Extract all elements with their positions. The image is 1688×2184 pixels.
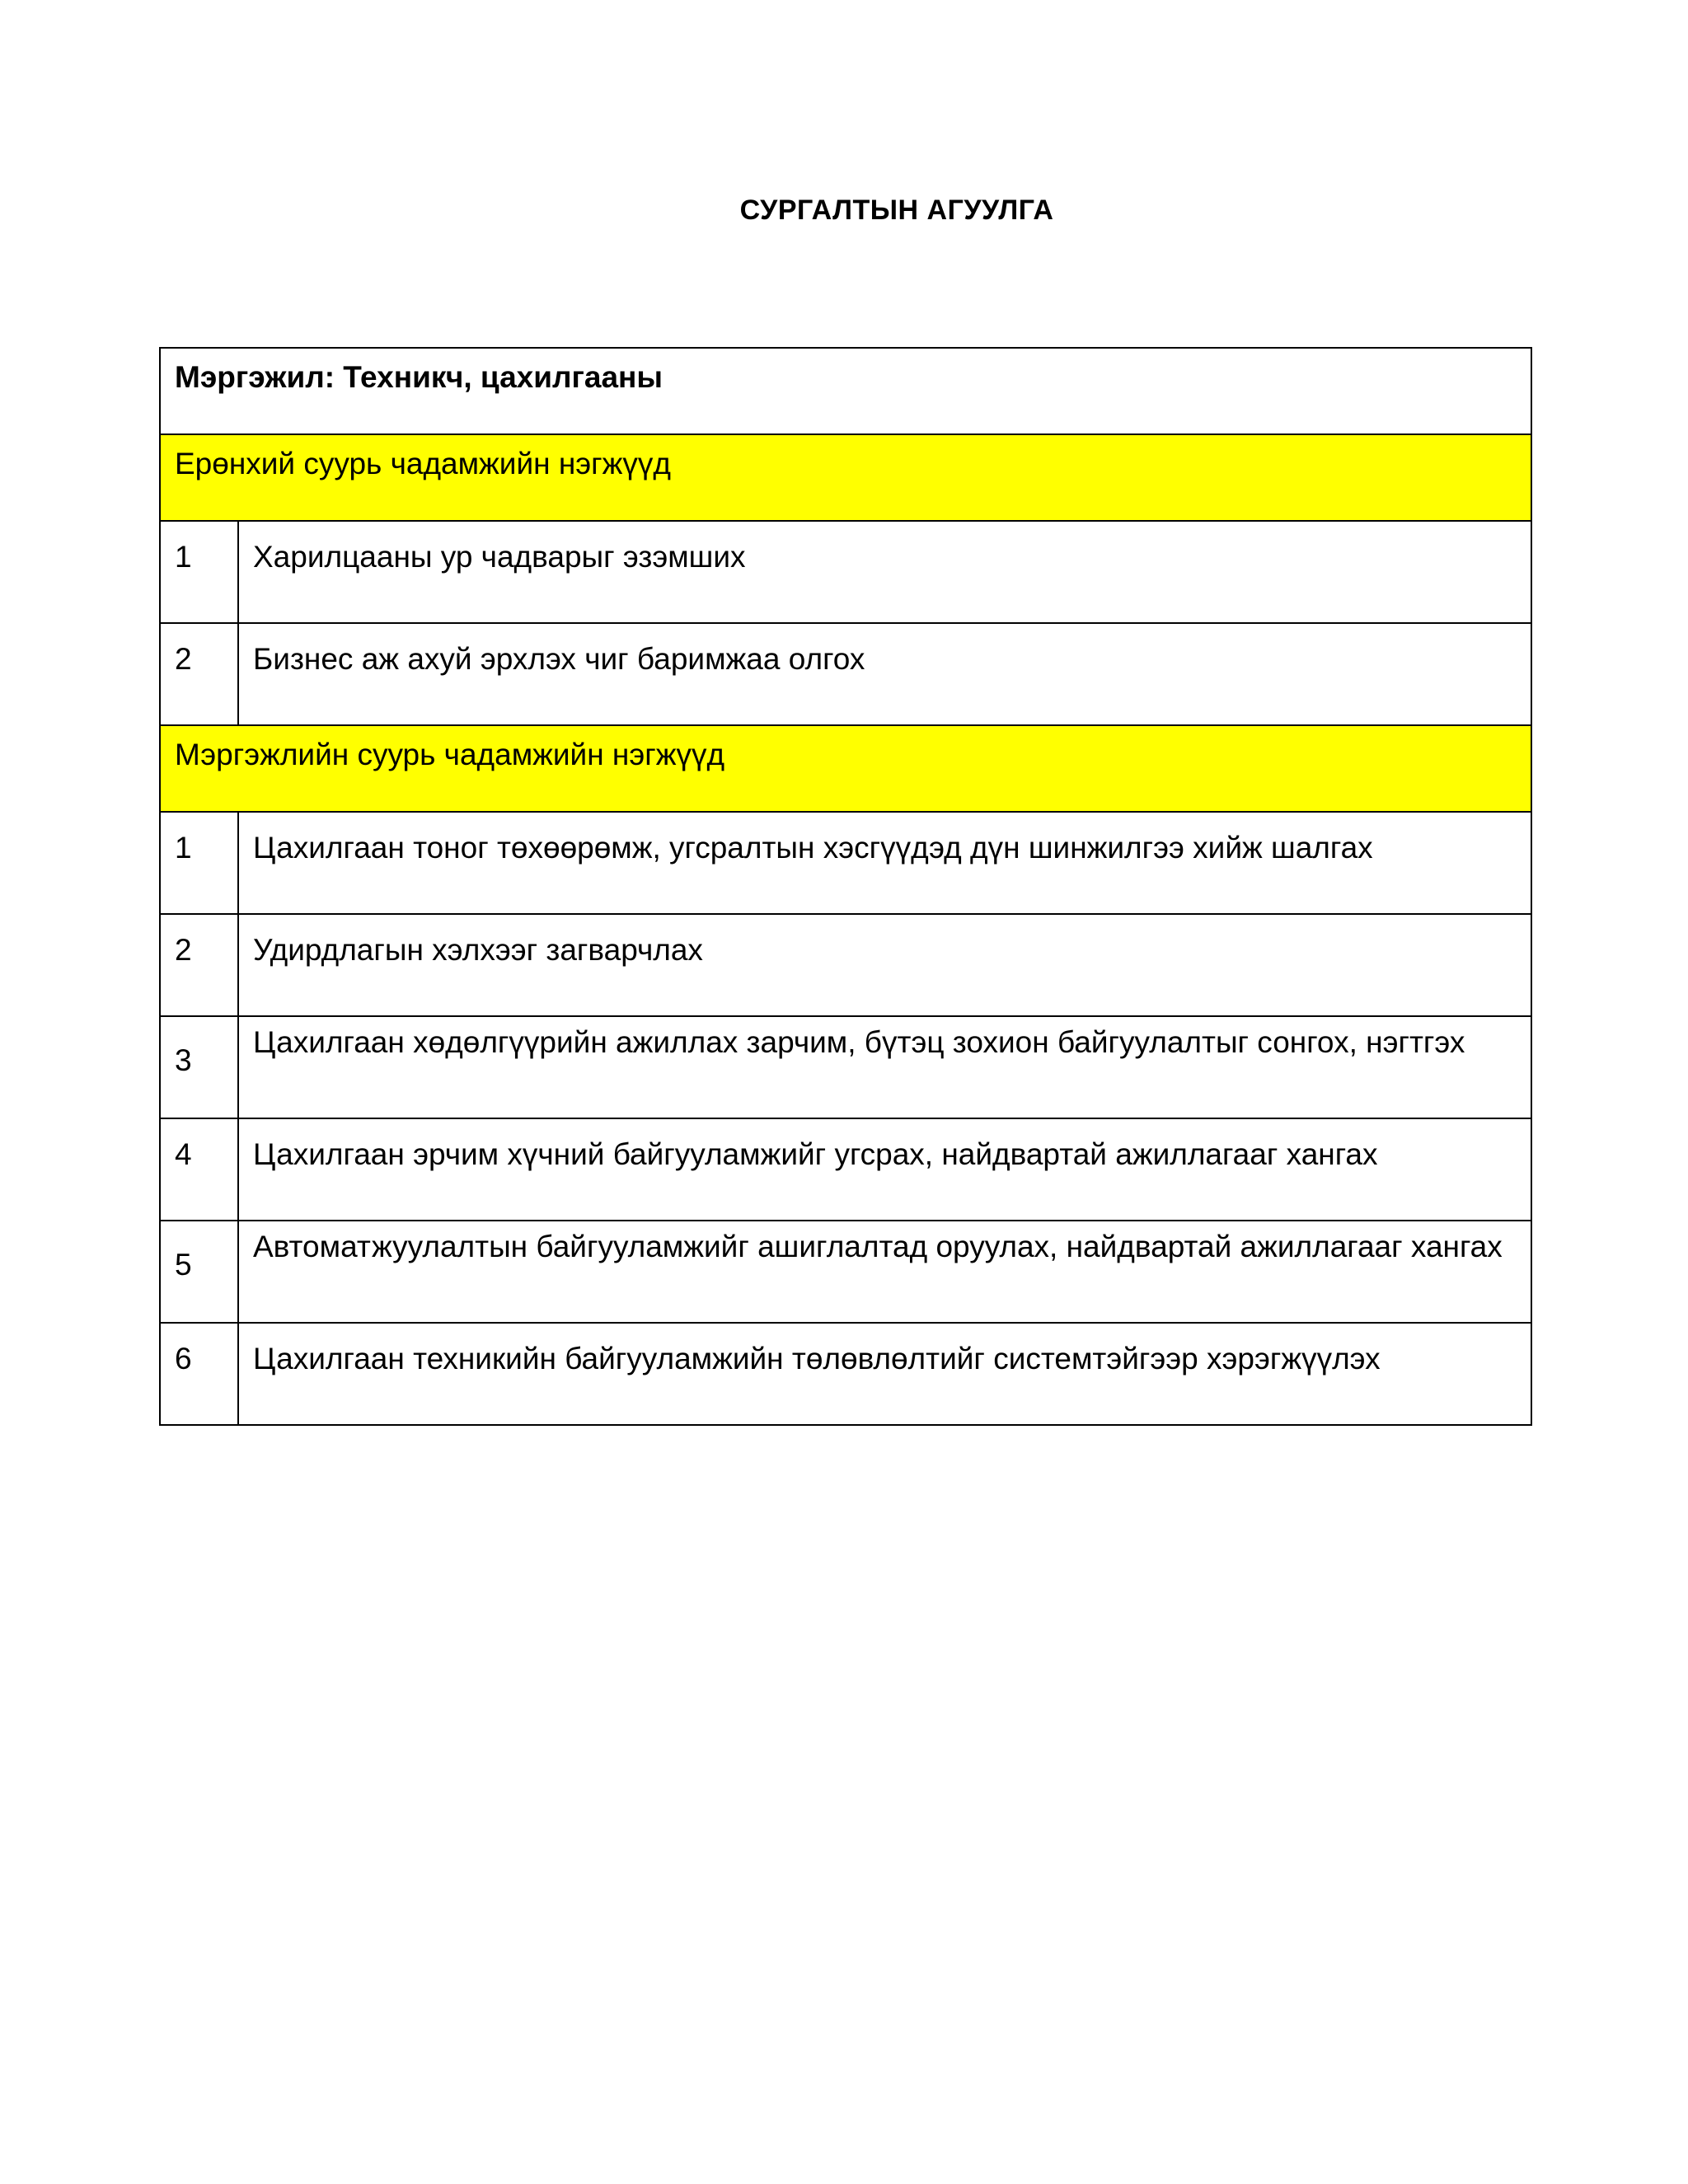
row-text: Цахилгаан тоног төхөөрөмж, угсралтын хэсгүүдэд дүн шинжилгээ хийж шалгах (238, 812, 1531, 914)
row-text: Цахилгаан эрчим хүчний байгууламжийг угсрах, найдвартай ажиллагааг хангах (238, 1118, 1531, 1221)
curriculum-table (159, 347, 1532, 1426)
table-row (160, 1118, 1531, 1221)
row-text: Харилцааны ур чадварыг эзэмших (238, 521, 1531, 623)
table-row (160, 914, 1531, 1016)
row-text: Бизнес аж ахуй эрхлэх чиг баримжаа олгох (238, 623, 1531, 725)
row-number: 5 (160, 1221, 238, 1323)
table-row (160, 1221, 1531, 1323)
section-heading-row (160, 434, 1531, 521)
row-number: 2 (160, 623, 238, 725)
section-heading-row (160, 725, 1531, 812)
section-heading-general: Ерөнхий суурь чадамжийн нэгжүүд (160, 434, 1531, 521)
table-row (160, 623, 1531, 725)
row-number: 1 (160, 812, 238, 914)
row-number: 6 (160, 1323, 238, 1425)
row-text: Цахилгаан техникийн байгууламжийн төлөвлөлтийг системтэйгээр хэрэгжүүлэх (238, 1323, 1531, 1425)
row-number: 2 (160, 914, 238, 1016)
section-heading-professional: Мэргэжлийн суурь чадамжийн нэгжүүд (160, 725, 1531, 812)
table-row (160, 1016, 1531, 1118)
table-row (160, 521, 1531, 623)
profession-cell: Мэргэжил: Техникч, цахилгааны (160, 348, 1531, 434)
row-text: Автоматжуулалтын байгууламжийг ашиглалтад оруулах, найдвартай ажиллагааг хангах (238, 1221, 1531, 1323)
page-title: СУРГАЛТЫН АГУУЛГА (739, 194, 1054, 226)
table-row (160, 1323, 1531, 1425)
row-number: 4 (160, 1118, 238, 1221)
row-number: 1 (160, 521, 238, 623)
row-number: 3 (160, 1016, 238, 1118)
profession-row (160, 348, 1531, 434)
row-text: Удирдлагын хэлхээг загварчлах (238, 914, 1531, 1016)
table-row (160, 812, 1531, 914)
row-text: Цахилгаан хөдөлгүүрийн ажиллах зарчим, бүтэц зохион байгуулалтыг сонгох, нэгтгэх (238, 1016, 1531, 1118)
